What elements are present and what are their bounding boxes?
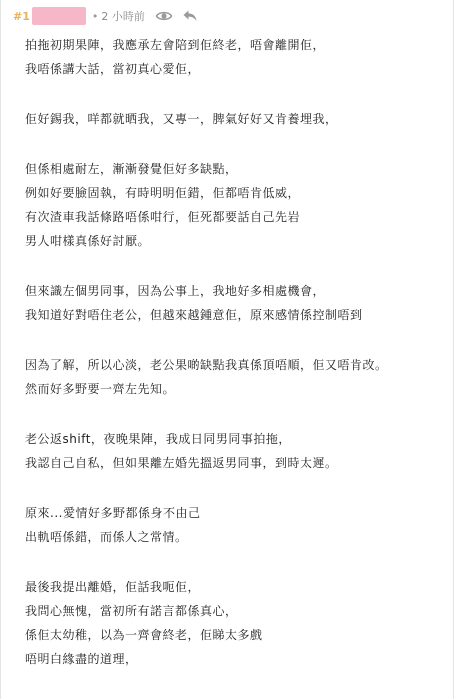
meta-separator: • xyxy=(91,9,99,23)
text-line: 老公返shift，夜晚果陣，我成日同男同事拍拖， xyxy=(25,432,291,446)
text-line: 唔明白緣盡的道理， xyxy=(25,652,138,666)
text-line: 例如好要臉固執，有時明明佢錯，佢都唔肯低威， xyxy=(25,186,301,200)
paragraph xyxy=(25,353,445,401)
post-meta xyxy=(13,5,207,27)
text-line: 出軌唔係錯，而係人之常情。 xyxy=(25,530,188,544)
paragraph xyxy=(25,575,445,671)
floor-number: #1 xyxy=(13,9,30,23)
paragraph xyxy=(25,427,445,475)
eye-icon[interactable] xyxy=(155,7,173,25)
text-line: 但係相處耐左，漸漸發覺佢好多缺點， xyxy=(25,162,238,176)
paragraph xyxy=(25,33,445,81)
text-line: 但來識左個男同事，因為公事上，我地好多相處機會， xyxy=(25,284,326,298)
text-line: 有次渣車我話條路唔係咁行，佢死都要話自己先岩 xyxy=(25,210,301,224)
text-line: 然而好多野要一齊左先知。 xyxy=(25,382,176,396)
text-line: 拍拖初期果陣，我應承左會陪到佢終老，唔會離開佢， xyxy=(25,38,326,52)
text-line: 原來...愛情好多野都係身不由己 xyxy=(25,506,201,520)
paragraph xyxy=(25,501,445,549)
reply-icon[interactable] xyxy=(181,7,199,25)
text-line: 我問心無愧，當初所有諾言都係真心， xyxy=(25,604,238,618)
post-content xyxy=(25,33,445,697)
text-line: 我知道好對唔住老公，但越來越鍾意佢，原來感情係控制唔到 xyxy=(25,308,363,322)
text-line: 男人咁樣真係好討厭。 xyxy=(25,234,151,248)
post-time: 2 小時前 xyxy=(101,10,145,23)
text-line: 我認自己自私，但如果離左婚先搵返男同事，到時太遲。 xyxy=(25,456,338,470)
text-line: 係佢太幼稚，以為一齊會終老，佢睇太多戲 xyxy=(25,628,263,642)
text-line: 佢好錫我，咩都就晒我，又專一，脾氣好好又肯養埋我， xyxy=(25,112,338,126)
paragraph xyxy=(25,157,445,253)
paragraph xyxy=(25,107,445,131)
text-line: 最後我提出離婚，佢話我呃佢， xyxy=(25,580,201,594)
text-line: 因為了解，所以心淡，老公果啲缺點我真係頂唔順，佢又唔肯改。 xyxy=(25,358,388,372)
username-redacted[interactable] xyxy=(32,7,86,25)
text-line: 我唔係講大話，當初真心愛佢， xyxy=(25,62,201,76)
paragraph xyxy=(25,279,445,327)
